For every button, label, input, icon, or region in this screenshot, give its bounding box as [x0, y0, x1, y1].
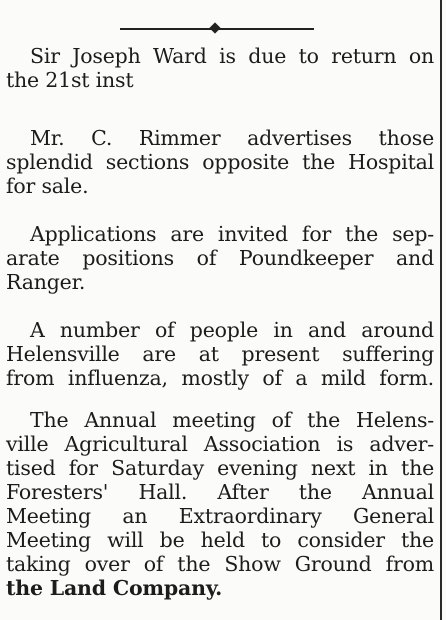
text-line: arate positions of Poundkeeper and: [6, 246, 434, 270]
text-line: Helensville are at present suffering: [6, 342, 434, 366]
text-line: The Annual meeting of the Helens-: [30, 408, 434, 432]
news-item-applications: [6, 222, 434, 294]
text-line: taking over of the Show Ground from: [6, 552, 434, 576]
text-line: Foresters' Hall. After the Annual: [6, 480, 434, 504]
text-line: Ranger.: [6, 270, 86, 294]
column-rule: [440, 0, 442, 620]
text-line: the Land Company.: [6, 576, 223, 600]
news-item-rimmer-sections: [6, 126, 434, 198]
text-line: ville Agricultural Association is adver-: [6, 432, 434, 456]
text-line: A number of people in and around: [30, 318, 434, 342]
section-divider: [120, 24, 314, 33]
text-line: the 21st inst: [6, 68, 134, 92]
text-line: tised for Saturday evening next in the: [6, 456, 434, 480]
text-line: Applications are invited for the sep-: [30, 222, 434, 246]
text-line: from influenza, mostly of a mild form.: [6, 366, 434, 390]
news-item-agricultural-meeting: [6, 408, 434, 600]
text-line: Meeting will be held to consider the: [6, 528, 434, 552]
news-item-influenza: [6, 318, 434, 390]
text-line: Meeting an Extraordinary General: [6, 504, 434, 528]
divider-diamond: [209, 22, 220, 33]
text-line: splendid sections opposite the Hospital: [6, 150, 434, 174]
news-item-ward-return: [6, 44, 434, 92]
text-line: Mr. C. Rimmer advertises those: [30, 126, 434, 150]
text-line: for sale.: [6, 174, 89, 198]
text-line: Sir Joseph Ward is due to return on: [30, 44, 434, 68]
